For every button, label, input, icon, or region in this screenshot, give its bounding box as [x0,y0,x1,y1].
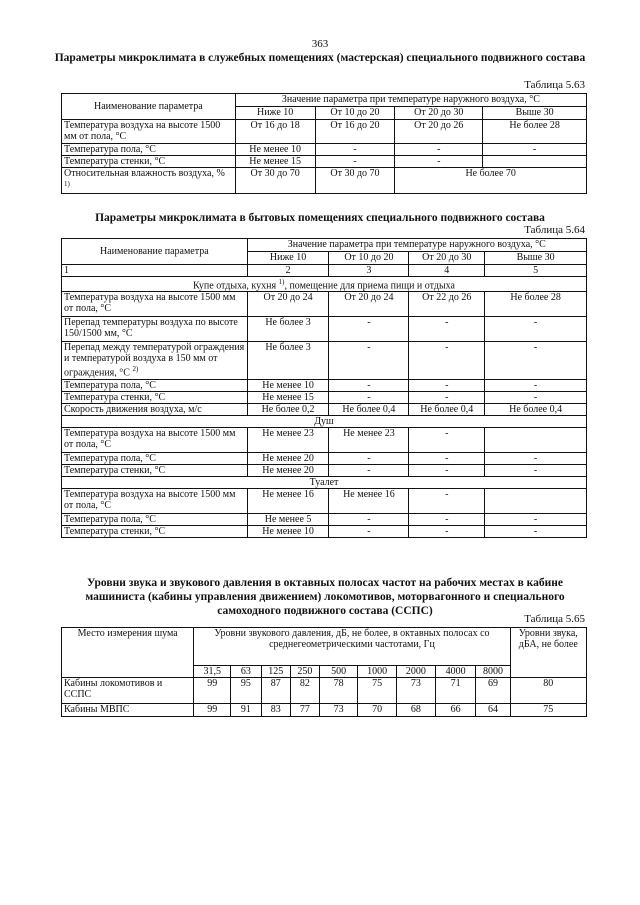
col-number: 2 [247,265,329,277]
cell: - [485,342,587,379]
cell: Не более 0,4 [409,403,485,415]
param-name: Температура пола, °С [62,513,248,525]
freq-header: 250 [290,666,319,678]
freq-header: 2000 [397,666,436,678]
param-name: Скорость движения воздуха, м/с [62,403,248,415]
cell: Не менее 23 [247,427,329,452]
cell: Не более 28 [483,120,587,144]
section-header [62,277,587,292]
cell: 75 [358,678,397,704]
cell: Не более 3 [247,317,329,342]
cell: Не более 3 [247,342,329,379]
table-row [62,464,587,476]
param-name [62,342,248,379]
table-row [62,403,587,415]
cell: 73 [397,678,436,704]
cell: 71 [435,678,476,704]
cell: - [409,525,485,537]
col-number: 4 [409,265,485,277]
param-name: Температура стенки, °С [62,156,236,168]
cell: 66 [435,704,476,717]
cell: - [315,144,395,156]
table-row [62,379,587,391]
col-number: 1 [62,265,248,277]
cell: - [485,513,587,525]
table65-label: Таблица 5.65 [524,613,585,625]
t64-subcol: Выше 30 [485,252,587,265]
cell: - [329,452,409,464]
t63-subcol: От 20 до 30 [395,107,483,120]
cell: 83 [261,704,290,717]
footnote-mark: 1) [278,278,285,286]
cell: 80 [510,678,586,704]
param-name: Температура пола, °С [62,144,236,156]
cell: - [409,342,485,379]
param-name [62,168,236,194]
param-name: Температура стенки, °С [62,525,248,537]
table65-title: Уровни звука и звукового давления в октавных полосах частот на рабочих местах в кабине машиниста (кабины управления движением) локомотивов, моторвагонного и специального самоходного подвижного состава (ССПС) [85,577,565,617]
table-row [62,452,587,464]
cell: 99 [194,704,231,717]
cell: От 30 до 70 [235,168,315,194]
cell: Не менее 23 [329,427,409,452]
cell: Не менее 10 [247,379,329,391]
table-row [62,120,587,144]
cell: Не более 0,2 [247,403,329,415]
cell: От 20 до 26 [395,120,483,144]
cell: Не менее 15 [235,156,315,168]
cell: 77 [290,704,319,717]
cell: 70 [358,704,397,717]
param-name: Температура пола, °С [62,379,248,391]
table-row [62,168,587,194]
cell: - [329,317,409,342]
cell: - [329,525,409,537]
t63-subcol: Выше 30 [483,107,587,120]
footnote-mark: 2) [132,365,139,374]
freq-header: 8000 [476,666,510,678]
table-row [62,391,587,403]
cell: Не менее 16 [247,488,329,513]
t63-header-group: Значение параметра при температуре наружного воздуха, °С [235,94,586,107]
t64-header-group: Значение параметра при температуре наружного воздуха, °С [247,239,586,252]
param-name: Температура воздуха на высоте 1500 мм от пола, °С [62,120,236,144]
cell: Не менее 16 [329,488,409,513]
cell [483,156,587,168]
t65-header-place: Место измерения шума [62,628,194,678]
table63-label: Таблица 5.63 [524,79,585,91]
cell: - [409,452,485,464]
t65-header-level: Уровни звука, дБА, не более [510,628,586,678]
param-name: Температура пола, °С [62,452,248,464]
param-name: Температура воздуха на высоте 1500 мм от пола, °С [62,292,248,317]
cell: - [409,317,485,342]
table-5-65 [61,627,587,717]
cell: - [483,144,587,156]
cell: От 16 до 20 [315,120,395,144]
param-text: Относительная влажность воздуха, % [64,168,225,179]
cell: Не более 70 [395,168,587,194]
cell [485,427,587,452]
cell: 69 [476,678,510,704]
col-number: 3 [329,265,409,277]
param-text: Перепад между температурой ограждения и температурой воздуха в 150 мм от ограждения, °С [64,342,245,379]
cell: - [409,427,485,452]
cell: - [485,464,587,476]
table63-title: Параметры микроклимата в служебных помещениях (мастерская) специального подвижного состава [54,52,586,64]
cell: От 20 до 24 [329,292,409,317]
cell [485,488,587,513]
col-number: 5 [485,265,587,277]
param-name: Температура стенки, °С [62,391,248,403]
cell: - [409,464,485,476]
t63-header-param: Наименование параметра [62,94,236,120]
t63-subcol: Ниже 10 [235,107,315,120]
table-row [62,513,587,525]
t64-subcol: От 20 до 30 [409,252,485,265]
cell: - [485,452,587,464]
table-row [62,704,587,717]
cell: 73 [319,704,357,717]
cell: - [329,342,409,379]
cell: - [485,525,587,537]
cell: - [409,488,485,513]
section-text: , помещение для приема пищи и отдыха [284,280,455,292]
cell: - [409,379,485,391]
cell: - [395,144,483,156]
param-name: Температура воздуха на высоте 1500 мм от пола, °С [62,427,248,452]
cell: - [409,513,485,525]
cell: 87 [261,678,290,704]
cell: Не более 0,4 [329,403,409,415]
freq-header: 31,5 [194,666,231,678]
page-number: 363 [311,38,329,50]
table-row [62,292,587,317]
cell: От 30 до 70 [315,168,395,194]
cell: - [395,156,483,168]
table-5-64 [61,238,587,538]
table-row [62,156,587,168]
place-name: Кабины локомотивов и ССПС [62,678,194,704]
cell: - [315,156,395,168]
cell: - [485,391,587,403]
freq-header: 1000 [358,666,397,678]
t63-subcol: От 10 до 20 [315,107,395,120]
cell: Не более 28 [485,292,587,317]
cell: 82 [290,678,319,704]
table-5-63 [61,93,587,194]
cell: 95 [231,678,262,704]
cell: От 16 до 18 [235,120,315,144]
cell: От 22 до 26 [409,292,485,317]
cell: - [329,513,409,525]
table-row [62,342,587,379]
cell: 68 [397,704,436,717]
cell: - [329,391,409,403]
param-name: Температура воздуха на высоте 1500 мм от пола, °С [62,488,248,513]
cell: - [329,379,409,391]
table64-title: Параметры микроклимата в бытовых помещениях специального подвижного состава [95,212,545,224]
t64-header-param: Наименование параметра [62,239,248,265]
cell: 99 [194,678,231,704]
table-row [62,525,587,537]
cell: Не менее 20 [247,452,329,464]
table-row [62,678,587,704]
cell: - [329,464,409,476]
cell: Не менее 10 [235,144,315,156]
freq-header: 4000 [435,666,476,678]
cell: - [409,391,485,403]
section-text: Купе отдыха, кухня [192,280,277,292]
t64-subcol: От 10 до 20 [329,252,409,265]
section-header-shower: Душ [62,415,587,427]
cell: Не менее 5 [247,513,329,525]
table-row [62,317,587,342]
cell: 64 [476,704,510,717]
cell: - [485,317,587,342]
table-row [62,427,587,452]
footnote-mark: 1) [64,180,70,188]
freq-header: 500 [319,666,357,678]
cell: Не менее 20 [247,464,329,476]
cell: Не менее 15 [247,391,329,403]
cell: Не менее 10 [247,525,329,537]
table-row [62,144,587,156]
cell: 78 [319,678,357,704]
place-name: Кабины МВПС [62,704,194,717]
cell: Не более 0,4 [485,403,587,415]
cell: От 20 до 24 [247,292,329,317]
cell: - [485,379,587,391]
freq-header: 63 [231,666,262,678]
section-header-toilet: Туалет [62,476,587,488]
table-row [62,488,587,513]
param-name: Температура стенки, °С [62,464,248,476]
cell: 75 [510,704,586,717]
t65-header-group: Уровни звукового давления, дБ, не более, в октавных полосах со среднегеометрическими частотами, Гц [194,628,510,666]
cell: 91 [231,704,262,717]
t64-subcol: Ниже 10 [247,252,329,265]
table64-label: Таблица 5.64 [524,224,585,236]
freq-header: 125 [261,666,290,678]
param-name: Перепад температуры воздуха по высоте 150/1500 мм, °С [62,317,248,342]
